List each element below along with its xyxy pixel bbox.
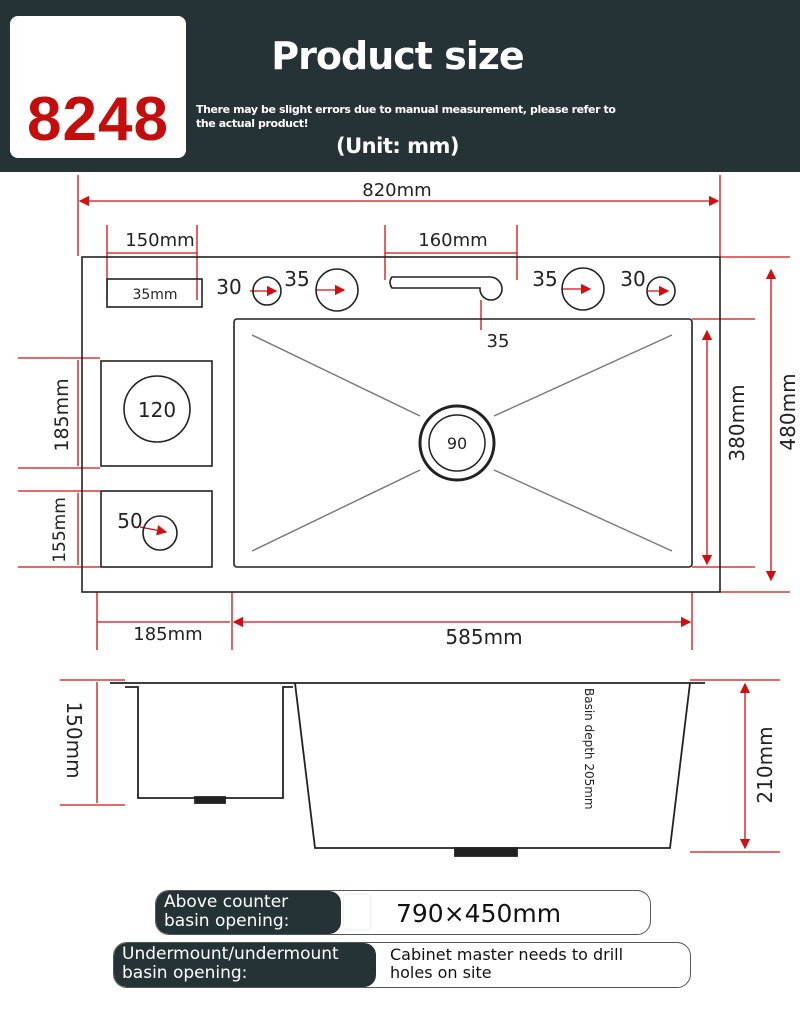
small-hole-label: 50 <box>117 509 143 533</box>
basin-depth-dim-label: 380mm <box>725 384 749 462</box>
undermount-opening <box>113 942 691 988</box>
small-hole <box>143 516 177 550</box>
basin-depth-note: Basin depth 205mm <box>582 688 596 810</box>
opening-label-line: basin opening: <box>164 911 290 931</box>
cup-box-height-label: 185mm <box>51 378 73 452</box>
hole-label: 30 <box>620 267 646 291</box>
dimension-labels <box>50 180 800 810</box>
opening-value: Cabinet master needs to drill holes on site <box>390 945 624 982</box>
above-counter-opening <box>155 890 651 935</box>
overall-depth-label: 480mm <box>776 373 800 451</box>
overall-width-label: 820mm <box>362 180 432 201</box>
cup-hole-label: 120 <box>137 398 177 422</box>
sink-side-view <box>110 683 705 856</box>
redaction-patch <box>344 895 370 929</box>
sink-top-view <box>82 257 720 592</box>
opening-label <box>114 943 376 987</box>
model-number: 8248 <box>27 85 169 154</box>
measurement-note: There may be slight errors due to manual measurement, please refer to the actual product! <box>196 103 616 130</box>
unit-label: (Unit: mm) <box>336 134 459 158</box>
page-title: Product size <box>271 34 524 78</box>
small-box-height-label: 155mm <box>50 497 70 563</box>
opening-label-line: basin opening: <box>122 963 248 983</box>
left-width-label: 185mm <box>133 624 203 645</box>
hole-label: 35 <box>532 267 558 291</box>
opening-label-line: Above counter <box>164 892 289 912</box>
soap-depth-label: 35mm <box>132 287 178 303</box>
opening-label-line: Undermount/undermount <box>122 944 339 964</box>
drain-label: 90 <box>446 434 468 453</box>
small-depth-label: 150mm <box>62 701 86 779</box>
opening-label <box>156 891 341 934</box>
slot-length-label: 160mm <box>418 230 488 251</box>
hole-label: 30 <box>216 275 242 299</box>
slot-width-label: 35 <box>486 331 510 352</box>
opening-value: 790×450mm <box>396 899 562 928</box>
basin-width-label: 585mm <box>445 625 523 649</box>
total-depth-label: 210mm <box>753 726 777 804</box>
soap-width-label: 150mm <box>125 230 195 251</box>
hole-label: 35 <box>284 267 310 291</box>
knife-slot <box>390 277 502 300</box>
